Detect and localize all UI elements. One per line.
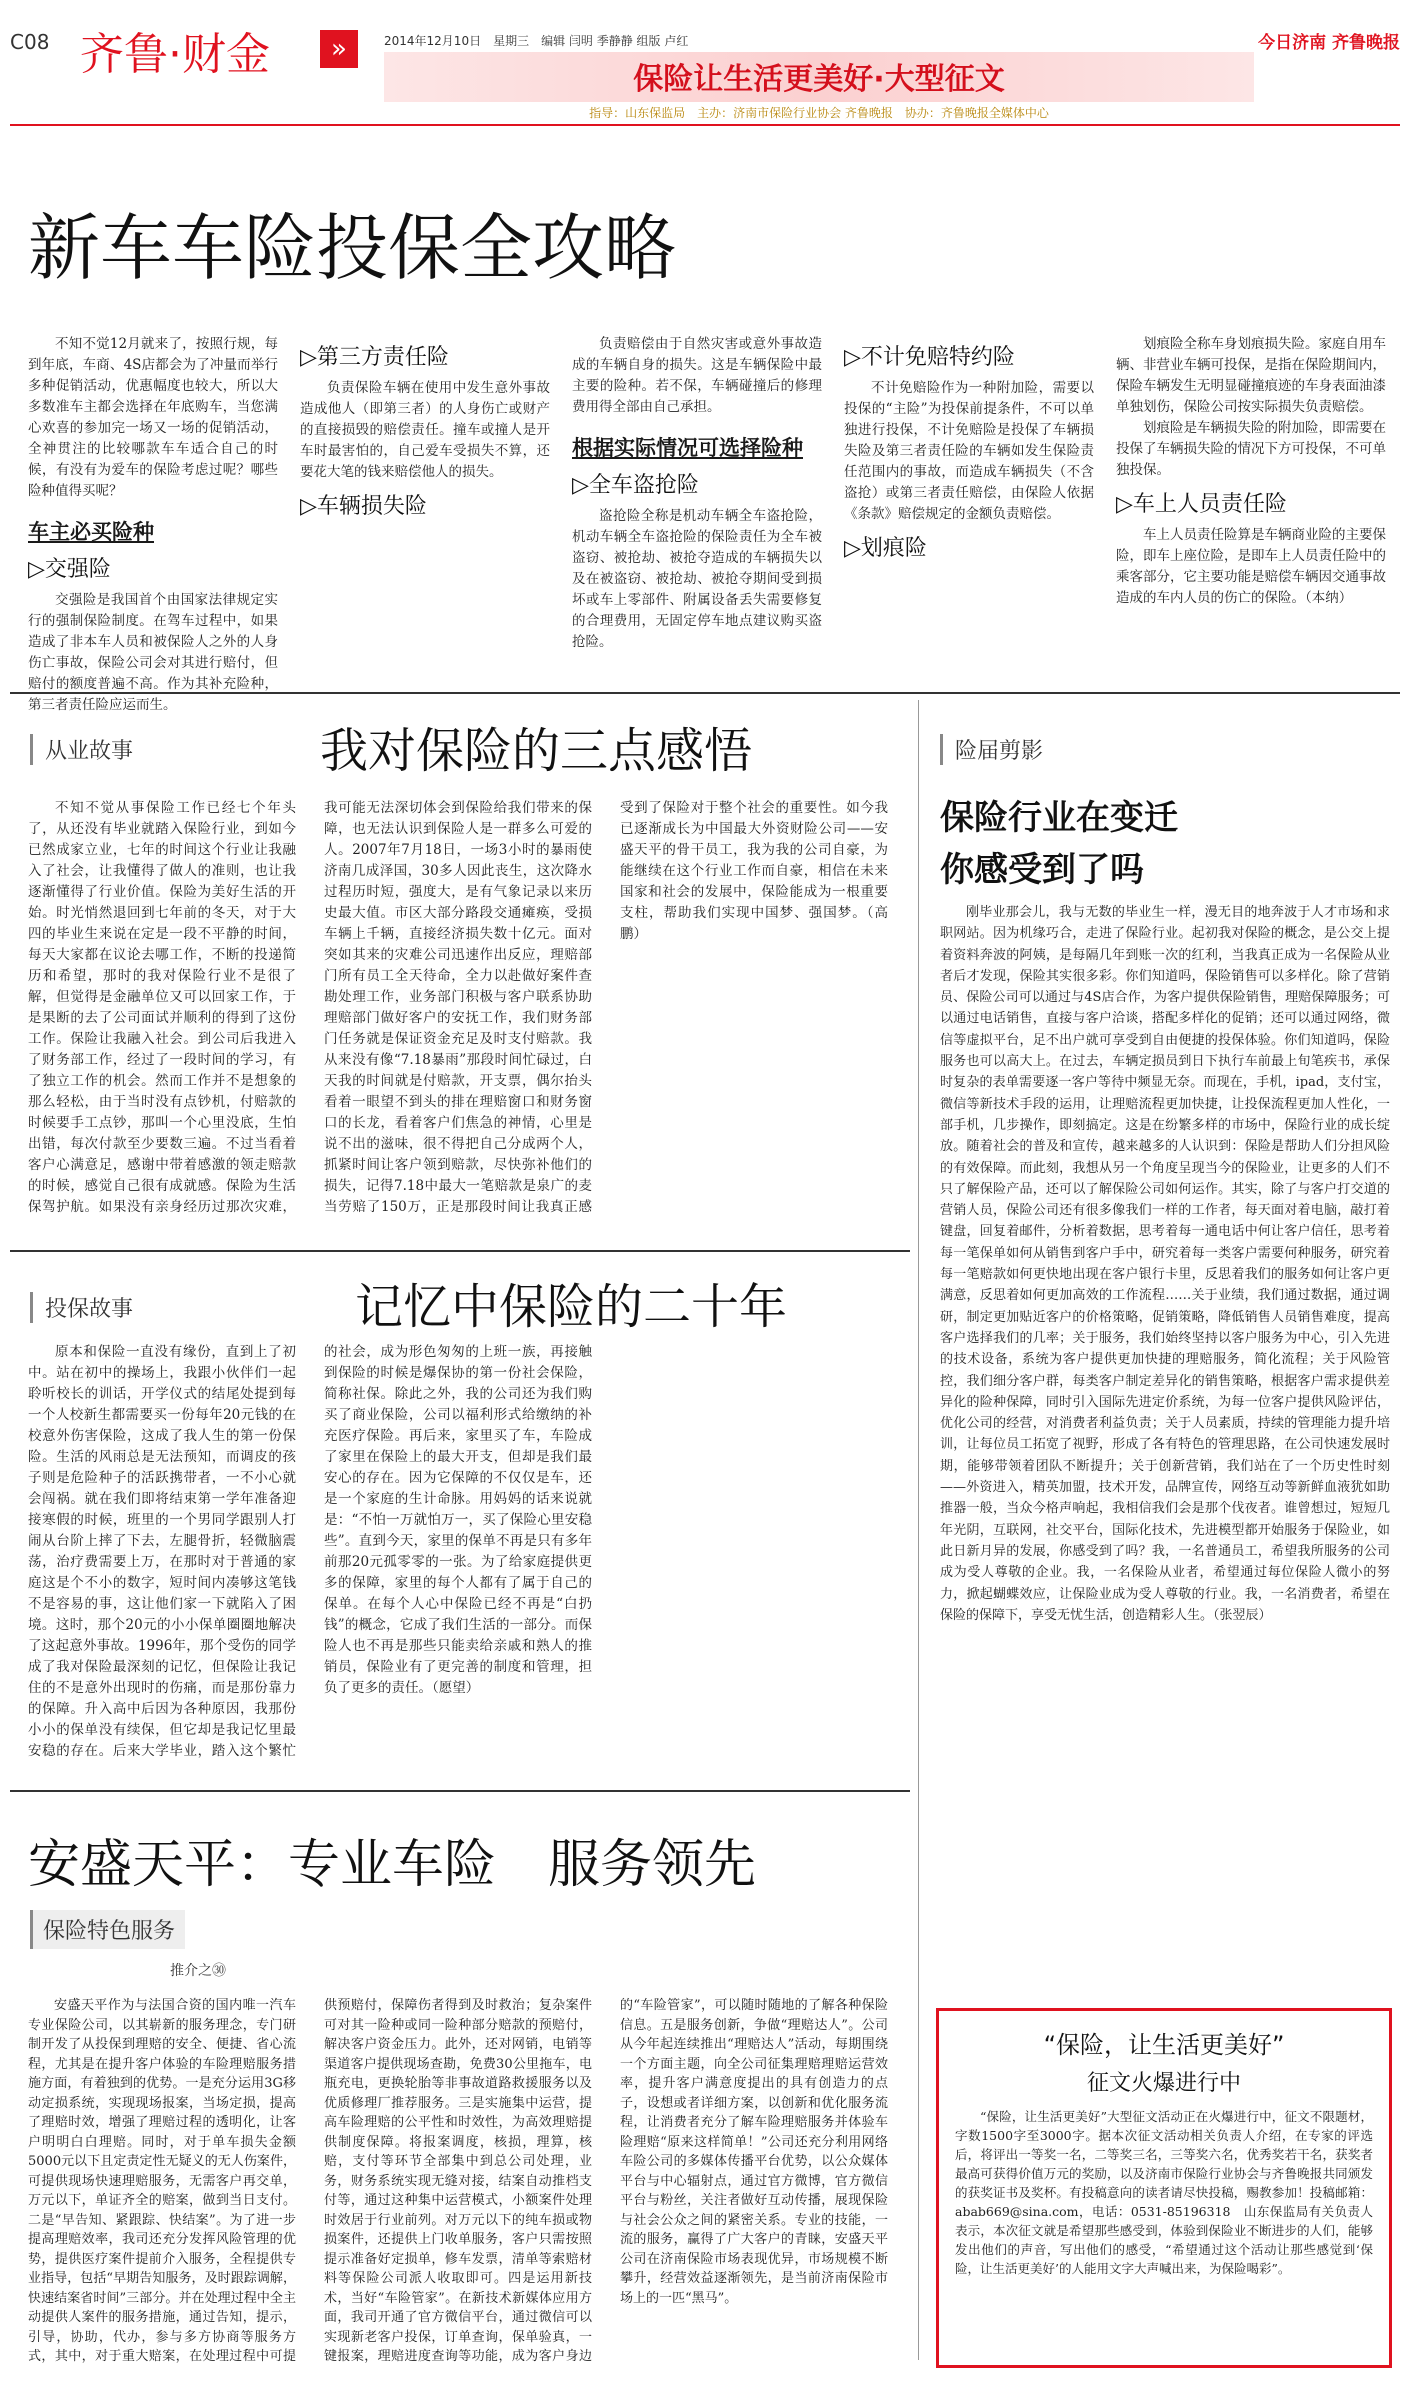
article1-heading-3rd: ▷第三方责任险 [300,345,449,370]
article1-heading-loss: ▷车辆损失险 [300,494,427,519]
article1-heading-seat: ▷车上人员责任险 [1116,492,1287,517]
article2-title: 我对保险的三点感悟 [320,723,753,779]
article4-title-1: 保险行业在变迁 [940,798,1178,838]
article4-text: 刚毕业那会儿，我与无数的毕业生一样，漫无目的地奔波于人才市场和求职网站。因为机缘巧合，走进了保险行业。起初我对保险的概念，是公交上提着资料奔波的阿姨，是每隔几年到账一次的红利，当我真正成为一名保险从业者后才发现，保险其实很多彩。你们知道吗，保险销售可以多样化。除了营销员、保险公司可以通过与4S店合作，为客户提供保险销售，理赔保障服务；可以通过电话销售，直接与客户洽谈，搭配多样化的促销；还可以通过网络，微信等虚拟平台，足不出户就可享受到自由便捷的投保体验。你们知道吗，保险服务也可以高大上。在过去，车辆定损员到日下执行车前最上旬笔疾书，承保时复杂的表单需要逐一客户等待中频显无奈。而现在，手机，ipad，支付宝，微信等新技术手段的运用，让理赔流程更加快捷，让投保流程更加人性化，一部手机，几步操作，即刻搞定。这是在纷繁多样的市场中，保险行业的成长绽放。随着社会的普及和宣传，越来越多的人认识到：保险是帮助人们分担风险的有效保障。而此刻，我想从另一个角度呈现当今的保险业，让更多的人们不只了解保险产品，还可以了解保险公司如何运作。其实，除了与客户打交道的营销人员，保险公司还有很多像我们一样的工作者，每天面对着电脑，敲打着键盘，回复着邮件，分析着数据，思考着每一通电话中何让客户信任，思考着每一笔保单如何从销售到客户手中，研究着每一类客户需要何种服务，研究着每一笔赔款如何更快地出现在客户银行卡里，反思着我们的服务如何让客户更满意，反思着如何更加高效的工作流程……关于业绩，我们通过数据，通过调研，制定更加贴近客户的价格策略，促销策略，降低销售人员销售难度，提高客户选择我们的几率；关于服务，我们始终坚持以客户服务为中心，引入先进的技术设备，系统为客户提供更加快捷的理赔服务，简化流程；关于风险管控，我们细分客户群，每类客户制定差异化的销售策略，根据客户需求提供差异化的险种保障，同时引入国际先进定价系统，为每一位客户提供风险评估，优化公司的经营，对消费者利益负责；关于人员素质，持续的管理能力提升培训，让每位员工拓宽了视野，形成了各有特色的管理思路，在公司快速发展时期，能够带领着团队不断提升；关于创新营销，我们站在了一个历史性时刻——外资进入，精英加盟，技术开发，品牌宣传，网络互动等新鲜血液犹如助推器一般，当众今格声响起，我相信我们会是那个伐夜者。谁曾想过，短短几年光阴，互联网，社交平台，国际化技术，先进模型都开始服务于保险业，如此日新月异的发展，你感受到了吗？我，一名普通员工，希望我所服务的公司成为受人尊敬的企业。我，一名保险从业者，希望通过每位保险人微小的努力，掀起蝴蝶效应，让保险业成为受人尊敬的行业。我，一名消费者，希望在保险的保障下，享受无忧生活，创造精彩人生。（张翌辰） [940,905,1390,1623]
article1-nodeduct-text: 不计免赔险作为一种附加险，需要以投保的“主险”为投保前提条件，不可以单独进行投保，不计免赔险是投保了车辆损失险及第三者责任险的车辆如发生保险责任范围内的事故，而造成车辆损失（不含盗抢）或第三者责任赔偿，由保险人依据《条款》赔偿规定的金额负责赔偿。 [844,380,1094,522]
article1-col5 [1116,334,1386,674]
campaign-banner [384,52,1254,102]
article1-heading-nodeduct: ▷不计免赔特约险 [844,345,1015,370]
article1-col3 [572,334,822,674]
section-arrow-icon: » [320,30,358,68]
article1-col1 [28,334,278,713]
article4-label: 险届剪影 [940,734,1043,765]
header-rule [10,124,1400,126]
article3-label: 投保故事 [30,1292,133,1323]
notice-box [936,2008,1392,2368]
article2-body [28,798,888,1238]
article4-body [940,902,1390,1992]
article1-loss-text: 负责赔偿由于自然灾害或意外事故造成的车辆自身的损失。这是车辆保险中最主要的险种。若不保，车辆碰撞后的修理费用得全部由自己承担。 [572,336,822,415]
article1-scratch-text2: 划痕险是车辆损失险的附加险，即需要在投保了车辆损失险的情况下方可投保，不可单独投保。 [1116,420,1386,478]
article1-3rd-text: 负责保险车辆在使用中发生意外事故造成他人（即第三者）的人身伤亡或财产的直接损毁的赔偿责任。撞车或撞人是开车时最害怕的，自己爱车受损失不算，还要花大笔的钱来赔偿他人的损失。 [300,380,550,480]
article5-title: 安盛天平：专业车险 服务领先 [28,1835,757,1895]
rule-1 [10,692,1400,694]
notice-title: “保险，让生活更美好” [1043,2031,1285,2059]
article1-heading-must: 车主必买险种 [28,520,154,544]
article5-byline: 推介之㉚ [170,1963,226,1979]
article3-body [28,1342,888,1782]
notice-text: “保险，让生活更美好”大型征文活动正在火爆进行中，征文不限题材，字数1500字至3000字。据本次征文活动相关负责人介绍，在专家的评选后，将评出一等奖一名，二等奖三名，三等奖六名，优秀奖若干名，获奖者最高可获得价值万元的奖励，以及济南市保险行业协会与齐鲁晚报共同颁发的获奖证书及奖杯。有投稿意向的读者请尽快投稿，赐教参加！投稿邮箱：abab669@sina.com，电话：0531-85196318 山东保监局有关负责人表示，本次征文就是希望那些感受到，体验到保险业不断进步的人们，能够发出他们的声音，写出他们的感受，“希望通过这个活动让那些感觉到‘保险，让生活更美好’的人能用文字大声喊出来，为保险喝彩”。 [955,2109,1373,2276]
article1-heading-choose: 根据实际情况可选择险种 [572,436,803,460]
article2-text: 不知不觉从事保险工作已经七个年头了，从还没有毕业就踏入保险行业，到如今已然成家立业，七年的时间这个行业让我融入了社会，让我懂得了做人的准则，也让我逐渐懂得了行业价值。保险为美好生活的开始。时光悄然退回到七年前的冬天，对于大四的毕业生来说在定是一段不平静的时间，每天大家都在议论去哪工作，不断的投递简历和希望，那时的我对保险行业不是很了解，但觉得是金融单位又可以回家工作，于是果断的去了公司面试并顺利的得到了这份工作。保险让我融入社会。到公司后我进入了财务部工作，经过了一段时间的学习，有了独立工作的机会。然而工作并不是想象的那么轻松，由于当时没有点钞机，付赔款的时候要手工点钞，那叫一个心里没底，生怕出错，每次付款至少要数三遍。不过当看着客户心满意足，感谢中带着感激的领走赔款的时候，感觉自己很有成就感。保险为生活保驾护航。如果没有亲身经历过那次灾难，我可能无法深切体会到保险给我们带来的保障，也无法认识到保险人是一群多么可爱的人。2007年7月18日，一场3小时的暴雨使济南几成泽国，30多人因此丧生，这次降水过程历时短，强度大，是有气象记录以来历史最大值。市区大部分路段交通瘫痪，受损车辆上千辆，直接经济损失数十亿元。面对突如其来的灾难公司迅速作出反应，理赔部门所有员工全天待命，全力以赴做好案件查勘处理工作，业务部门积极与客户联系协助理赔部门做好客户的安抚工作，我们财务部门任务就是保证资金充足及时支付赔款。我从来没有像“7.18暴雨”那段时间忙碌过，白天我的时间就是付赔款，开支票，偶尔抬头看着一眼望不到头的排在理赔窗口和财务窗口的长龙，看着客户们焦急的神情，心里是说不出的滋味，很不得把自己分成两个人，抓紧时间让客户领到赔款，尽快弥补他们的损失，记得7.18中最大一笔赔款是泉广的麦当劳赔了150万，正是那段时间让我真正感受到了保险对于整个社会的重要性。如今我已逐渐成长为中国最大外资财险公司——安盛天平的骨干员工，我为我的公司自豪，为能继续在这个行业工作而自豪，相信在未来国家和社会的发展中，保险能成为一根重要支柱，帮助我们实现中国梦、强国梦。（高鹏） [28,800,888,1215]
page-code: C08 [10,30,50,54]
banner-subtitle: 指导：山东保监局 主办：济南市保险行业协会 齐鲁晚报 协办：齐鲁晚报全媒体中心 [589,106,1049,120]
article5-label: 保险特色服务 [30,1910,185,1949]
article3-text: 原本和保险一直没有缘份，直到上了初中。站在初中的操场上，我跟小伙伴们一起聆听校长的训话，开学仪式的结尾处提到每一个人校新生都需要买一份每年20元钱的在校意外伤害保险，这成了我人生的第一份保险。生活的风雨总是无法预知，而调皮的孩子则是危险种子的活跃携带者，一不小心就会闯祸。就在我们即将结束第一学年准备迎接寒假的时候，班里的一个男同学跟别人打闹从台阶上摔了下去，左腿骨折，轻微脑震荡，治疗费需要上万，在那时对于普通的家庭这是个不小的数字，短时间内凑够这笔钱不是容易的事，这让他们家一下就陷入了困境。这时，那个20元的小小保单圈圈地解决了这起意外事故。1996年，那个受伤的同学成了我对保险最深刻的记忆，但保险让我记住的不是意外出现时的伤痛，而是那份靠力的保障。升入高中后因为各种原因，我那份小小的保单没有续保，但它却是我记忆里最安稳的存在。后来大学毕业，踏入这个繁忙的社会，成为形色匆匆的上班一族，再接触到保险的时候是爆保协的第一份社会保险，简称社保。除此之外，我的公司还为我们购买了商业保险，公司以福利形式给缴纳的补充医疗保险。再后来，家里买了车，车险成了家里在保险上的最大开支，但却是我们最安心的存在。因为它保障的不仅仅是车，还是一个家庭的生计命脉。用妈妈的话来说就是：“不怕一万就怕万一，买了保险心里安稳些”。直到今天，家里的保单不再是只有多年前那20元孤零零的一张。为了给家庭提供更多的保障，家里的每个人都有了属于自己的保单。在每个人心中保险已经不再是“白扔钱”的概念，它成了我们生活的一部分。而保险人也不再是那些只能卖给亲戚和熟人的推销员，保险业有了更完善的制度和管理，担负了更多的责任。（愿望） [28,1344,592,1759]
article5-text: 安盛天平作为与法国合资的国内唯一汽车专业保险公司，以其崭新的服务理念，专门研制开发了从投保到理赔的安全、便捷、省心流程，尤其是在提升客户体验的车险理赔服务措施方面，有着独到的优势。一是充分运用3G移动定损系统，实现现场报案，当场定损，提高了理赔时效，增强了理赔过程的透明化，让客户明明白白理赔。同时，对于单车损失金额5000元以下且定责定性无疑义的无人伤案件，可提供现场快速理赔服务，无需客户再交单，万元以下，单证齐全的赔案，做到当日支付。二是“早告知、紧跟踪、快结案”。为了进一步提高理赔效率，我司还充分发挥风险管理的优势，提供医疗案件提前介入服务，全程提供专业指导，包括“早期告知服务，及时跟踪调解，快速结案省时间”三部分。并在处理过程中全主动提供人案件的服务措施，通过告知，提示，引导，协助，代办，参与多方协商等服务方式，其中，对于重大赔案，在处理过程中可提供预赔付，保障伤者得到及时救治；复杂案件可对其一险种或同一险种部分赔款的预赔付，解决客户资金压力。此外，还对网销，电销等渠道客户提供现场查勘，免费30公里拖车，电瓶充电，更换轮胎等非事故道路救援服务以及优质修理厂推荐服务。三是实施集中运营，提高车险理赔的公平性和时效性，为高效理赔提供制度保障。将报案调度，核损，理算，核赔，支付等环节全部集中到总公司处理，业务，财务系统实现无缝对接，结案自动推档支付等，通过这种集中运营模式，小额案件处理时效居于行业前列。对万元以下的纯车损或物损案件，还提供上门收单服务，客户只需按照提示准备好定损单，修车发票，清单等索赔材料等保险公司派人收取即可。四是运用新技术，当好“车险管家”。在新技术新媒体应用方面，我司开通了官方微信平台，通过微信可以实现新老客户投保，订单查询，保单验真，一键报案，理赔进度查询等功能，成为客户身边的“车险管家”，可以随时随地的了解各种保险信息。五是服务创新，争做“理赔达人”。公司从今年起连续推出“理赔达人”活动，每期围绕一个方面主题，向全公司征集理赔理赔运营效率，提升客户满意度提出的具有创造力的点子，设想或者详细方案，以创新和优化服务流程，让消费者充分了解车险理赔服务并体验车险理赔“原来这样简单！”公司还充分利用网络车险公司的多媒体传播平台优势，以公众媒体平台与中心辐射点，通过官方微博，官方微信平台与粉丝，关注者做好互动传播，展现保险与社会公众之间的紧密关系。专业的技能，一流的服务，赢得了广大客户的青睐，安盛天平公司在济南保险市场表现优异，市场规模不断攀升，经营效益逐渐领先，是当前济南保险市场上的一匹“黑马”。 [28,1998,888,2364]
page-header [0,0,1409,120]
rule-3 [10,1790,910,1792]
section-name: 齐鲁·财金 [80,29,270,80]
article1-scratch-text: 划痕险全称车身划痕损失险。家庭自用车辆、非营业车辆可投保，是指在保险期间内，保险车辆发生无明显碰撞痕迹的车身表面油漆单独划伤，保险公司按实际损失负责赔偿。 [1116,336,1386,415]
dateline: 2014年12月10日 星期三 编辑 闫明 季静静 组版 卢红 [384,34,689,48]
article1-jq-text: 交强险是我国首个由国家法律规定实行的强制保险制度。在驾车过程中，如果造成了非本车人员和被保险人之外的人身伤亡事故，保险公司会对其进行赔付，但赔付的额度普遍不高。作为其补充险种，第三者责任险应运而生。 [28,592,278,713]
article1-heading-theft: ▷全车盗抢险 [572,473,699,498]
right-divider [918,700,919,2360]
article1-heading-scratch: ▷划痕险 [844,536,927,561]
article1-heading-jq: ▷交强险 [28,557,111,582]
notice-subtitle: 征文火爆进行中 [1086,2071,1241,2096]
article3-title: 记忆中保险的二十年 [355,1279,788,1335]
article1-col4 [844,334,1094,674]
article5-body [28,1996,888,2368]
article2-label: 从业故事 [30,734,133,765]
article1-seat-text: 车上人员责任险算是车辆商业险的主要保险，即车上座位险，是即车上人员责任险中的乘客部分，它主要功能是赔偿车辆因交通事故造成的车内人员的伤亡的保险。（本纳） [1116,527,1386,606]
article1-title: 新车车险投保全攻略 [28,206,677,290]
article1-intro: 不知不觉12月就来了，按照行规，每到年底，车商、4S店都会为了冲量而举行多种促销活动，优惠幅度也较大，所以大多数准车主都会选择在年底购车，当您满心欢喜的参加完一场又一场的促销活动，全神贯注的比较哪款车车适合自己的时候，有没有为爱车的保险考虑过呢？哪些险种值得买呢？ [28,336,278,499]
article1-theft-text: 盗抢险全称是机动车辆全车盗抢险，机动车辆全车盗抢险的保险责任为全车被盗窃、被抢劫、被抢夺造成的车辆损失以及在被盗窃、被抢劫、被抢夺期间受到损坏或车上零部件、附属设备丢失需要修复的合理费用，无固定停车地点建议购买盗抢险。 [572,508,822,650]
masthead: 今日济南 齐鲁晚报 [1258,33,1400,53]
banner-title: 保险让生活更美好·大型征文 [633,62,1005,97]
rule-2 [10,1250,910,1252]
article4-title-2: 你感受到了吗 [940,850,1144,890]
article1-col2 [300,334,550,674]
